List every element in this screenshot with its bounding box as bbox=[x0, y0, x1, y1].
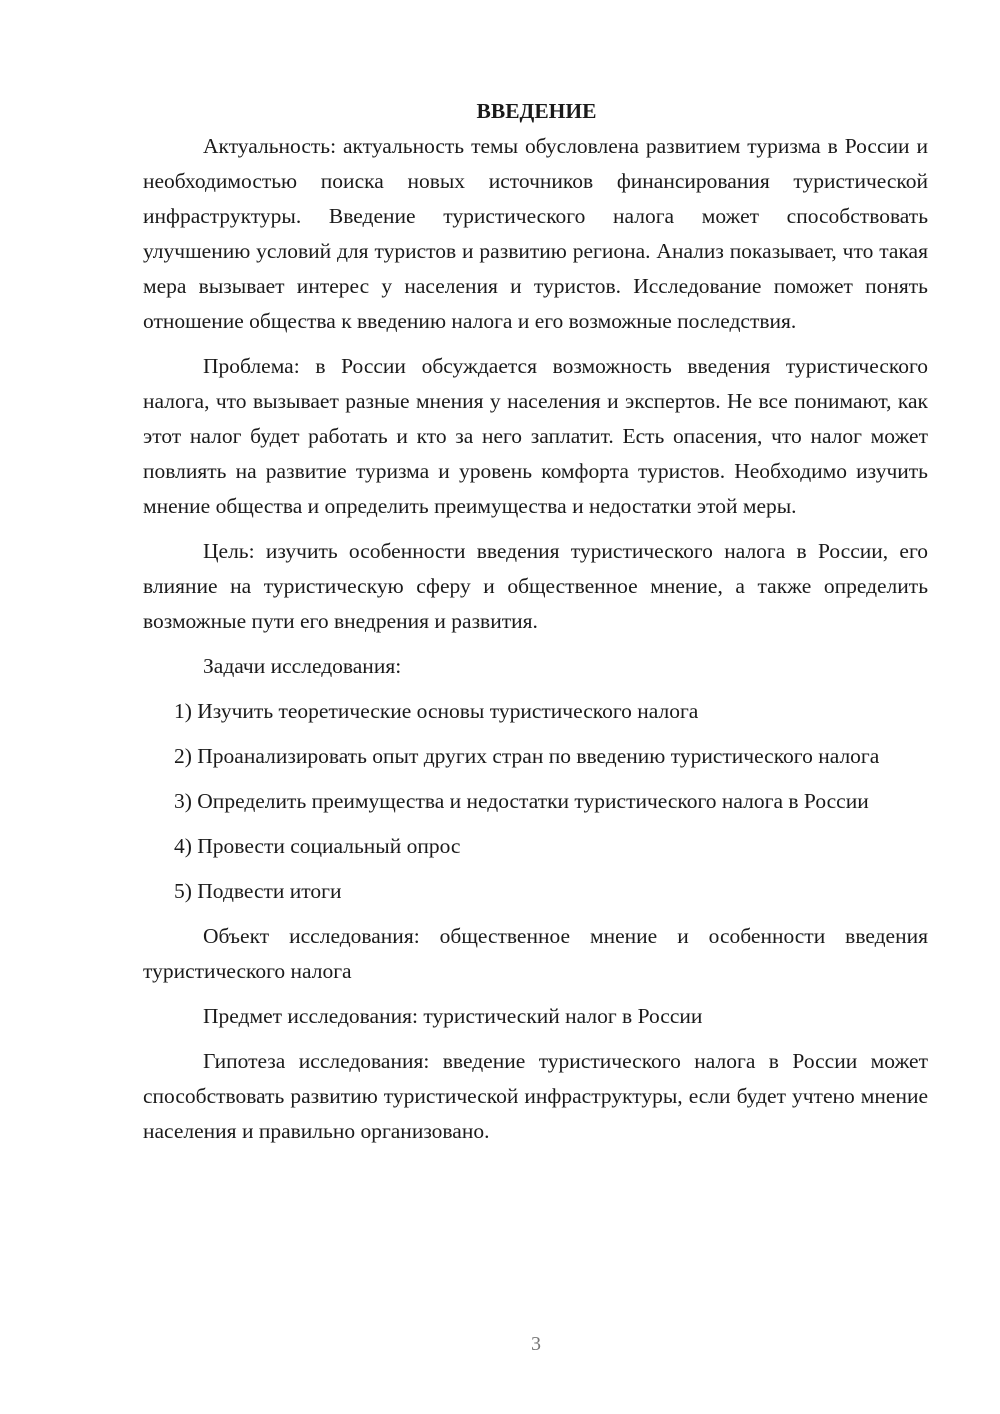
goal-paragraph: Цель: изучить особенности введения туристического налога в России, его влияние на туристическую сферу и общественное мнение, а также определить возможные пути его внедрения и развития. bbox=[143, 539, 928, 633]
tasks-intro: Задачи исследования: bbox=[203, 654, 402, 678]
page-body bbox=[143, 94, 928, 1159]
task-item-4: 4) Провести социальный опрос bbox=[174, 834, 461, 858]
task-item-1: 1) Изучить теоретические основы туристического налога bbox=[174, 699, 699, 723]
task-item-3: 3) Определить преимущества и недостатки туристического налога в России bbox=[174, 789, 869, 813]
page-number: 3 bbox=[531, 1333, 541, 1355]
relevance-paragraph: Актуальность: актуальность темы обусловлена развитием туризма в России и необходимостью поиска новых источников финансирования туристической инфраструктуры. Введение туристического налога может способствовать улучшению условий для туристов и развитию региона. Анализ показывает, что такая мера вызывает интерес у населения и туристов. Исследование поможет понять отношение общества к введению налога и его возможные последствия. bbox=[143, 134, 928, 333]
task-item-2: 2) Проанализировать опыт других стран по введению туристического налога bbox=[174, 744, 880, 768]
task-item-5: 5) Подвести итоги bbox=[174, 879, 342, 903]
object-paragraph: Объект исследования: общественное мнение и особенности введения туристического налога bbox=[143, 924, 928, 983]
section-heading: ВВЕДЕНИЕ bbox=[476, 99, 597, 123]
hypothesis-paragraph: Гипотеза исследования: введение туристического налога в России может способствовать развитию туристической инфраструктуры, если будет учтено мнение населения и правильно организовано. bbox=[143, 1049, 928, 1143]
problem-paragraph: Проблема: в России обсуждается возможность введения туристического налога, что вызывает разные мнения у населения и экспертов. Не все понимают, как этот налог будет работать и кто за него заплатит. Есть опасения, что налог может повлиять на развитие туризма и уровень комфорта туристов. Необходимо изучить мнение общества и определить преимущества и недостатки этой меры. bbox=[143, 354, 928, 518]
subject-paragraph: Предмет исследования: туристический налог в России bbox=[203, 1004, 703, 1028]
